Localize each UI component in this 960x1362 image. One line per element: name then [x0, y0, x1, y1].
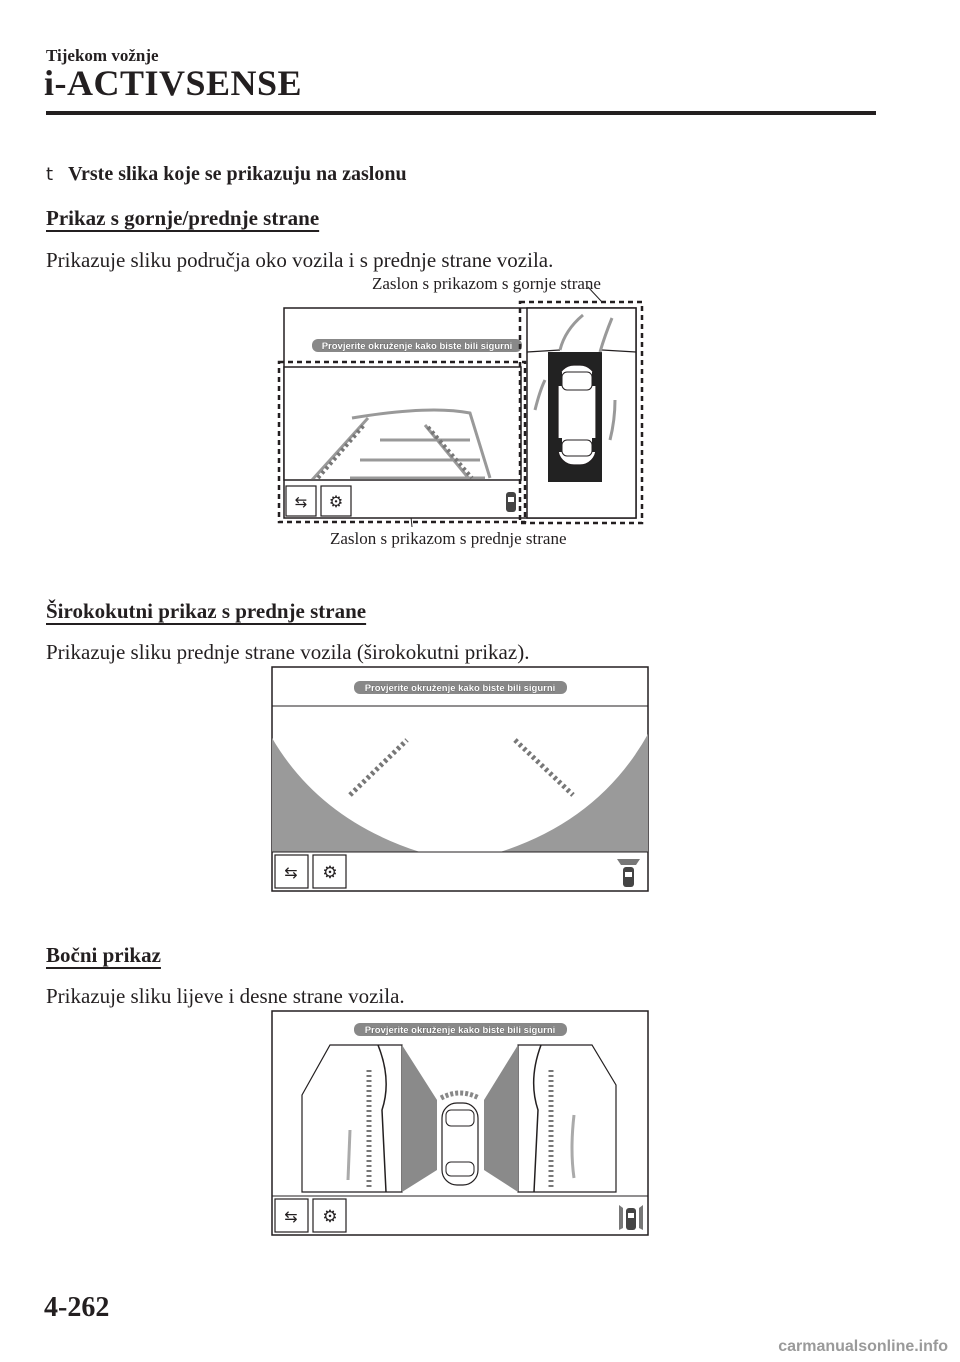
- callout-front-view: Zaslon s prikazom s prednje strane: [330, 529, 567, 548]
- car-status-icon-3: [619, 1205, 643, 1230]
- svg-text:⚙: ⚙: [322, 863, 338, 883]
- description-side-view: Prikazuje sliku lijeve i desne strane vozila.: [46, 984, 405, 1008]
- section-title: i-ACTIVSENSE: [44, 63, 303, 103]
- heading-text: Vrste slika koje se prikazuju na zaslonu: [68, 163, 407, 185]
- callout-top-view: Zaslon s prikazom s gornje strane: [372, 274, 601, 293]
- watermark-link[interactable]: carmanualsonline.info: [778, 1338, 948, 1355]
- bullet-icon: t: [46, 164, 54, 185]
- description-wide-front-view: Prikazuje sliku prednje strane vozila (širokokutni prikaz).: [46, 640, 530, 664]
- chapter-label: Tijekom vožnje: [46, 46, 159, 65]
- svg-text:⇆: ⇆: [284, 1207, 298, 1226]
- subheading-top-front-view: Prikaz s gornje/prednje strane: [46, 206, 320, 230]
- safety-banner-2: Provjerite okruženje kako biste bili sigurni: [364, 683, 556, 694]
- subheading-wide-front-view: Širokokutni prikaz s prednje strane: [46, 599, 367, 623]
- page-number: 4-262: [44, 1292, 110, 1323]
- subheading-side-view: Bočni prikaz: [46, 943, 161, 967]
- svg-text:⇆: ⇆: [294, 493, 308, 511]
- description-top-front-view: Prikazuje sliku područja oko vozila i s prednje strane vozila.: [46, 248, 554, 272]
- svg-text:⚙: ⚙: [328, 492, 344, 511]
- svg-text:⇆: ⇆: [284, 863, 298, 882]
- svg-text:⚙: ⚙: [322, 1207, 338, 1227]
- safety-banner: Provjerite okruženje kako biste bili sigurni: [321, 341, 513, 352]
- safety-banner-3: Provjerite okruženje kako biste bili sigurni: [364, 1025, 556, 1036]
